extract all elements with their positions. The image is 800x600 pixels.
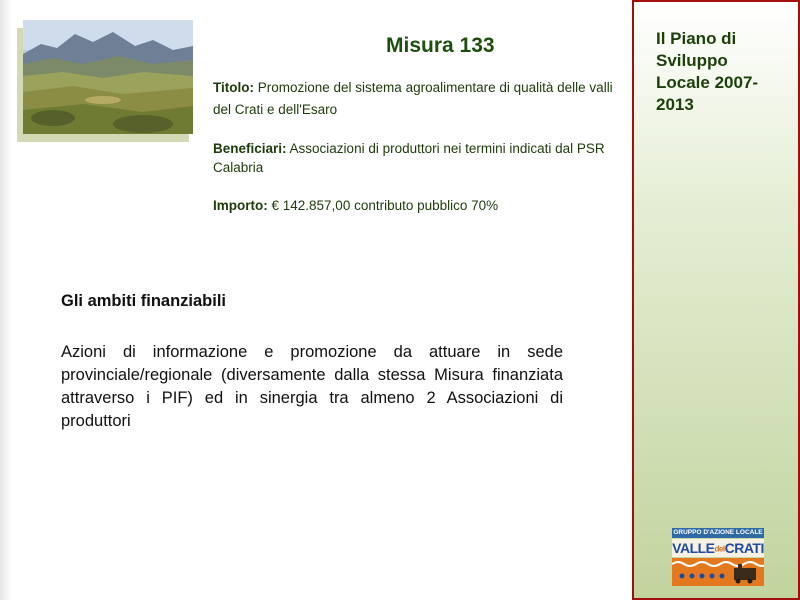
panel-title: Il Piano di Sviluppo Locale 2007-2013 [656, 29, 759, 114]
section-body: Azioni di informazione e promozione da attuare in sede provinciale/regionale (diversamente dalla stessa Misura finanziata attraverso i PIF) ed in sinergia tra almeno 2 Associazioni di produttori [61, 343, 563, 430]
logo-word-mid: del [714, 544, 725, 554]
logo-wordmark [672, 539, 764, 557]
beneficiari-line [213, 139, 613, 177]
left-edge-shadow [0, 0, 12, 600]
titolo-line [213, 77, 613, 121]
beneficiari-label: Beneficiari: [213, 141, 287, 156]
gal-logo [672, 528, 764, 586]
logo-word-right: CRATI [724, 540, 764, 556]
importo-label: Importo: [213, 198, 268, 213]
titolo-text: Promozione del sistema agroalimentare di qualità delle valli del Crati e dell'Esaro [213, 80, 613, 117]
logo-top-text: GRUPPO D'AZIONE LOCALE [673, 529, 763, 536]
importo-text: € 142.857,00 contributo pubblico 70% [267, 198, 499, 213]
logo-graphic-band [672, 558, 764, 586]
section-heading: Gli ambiti finanziabili [61, 292, 227, 310]
logo-word-left: VALLE [672, 540, 715, 556]
beneficiari-text: Associazioni di produttori nei termini indicati dal PSR Calabria [213, 141, 605, 175]
importo-line [213, 195, 613, 217]
titolo-label: Titolo: [213, 80, 254, 95]
right-panel [632, 0, 800, 600]
slide-title: Misura 133 [386, 34, 495, 57]
landscape-photo [23, 20, 193, 134]
